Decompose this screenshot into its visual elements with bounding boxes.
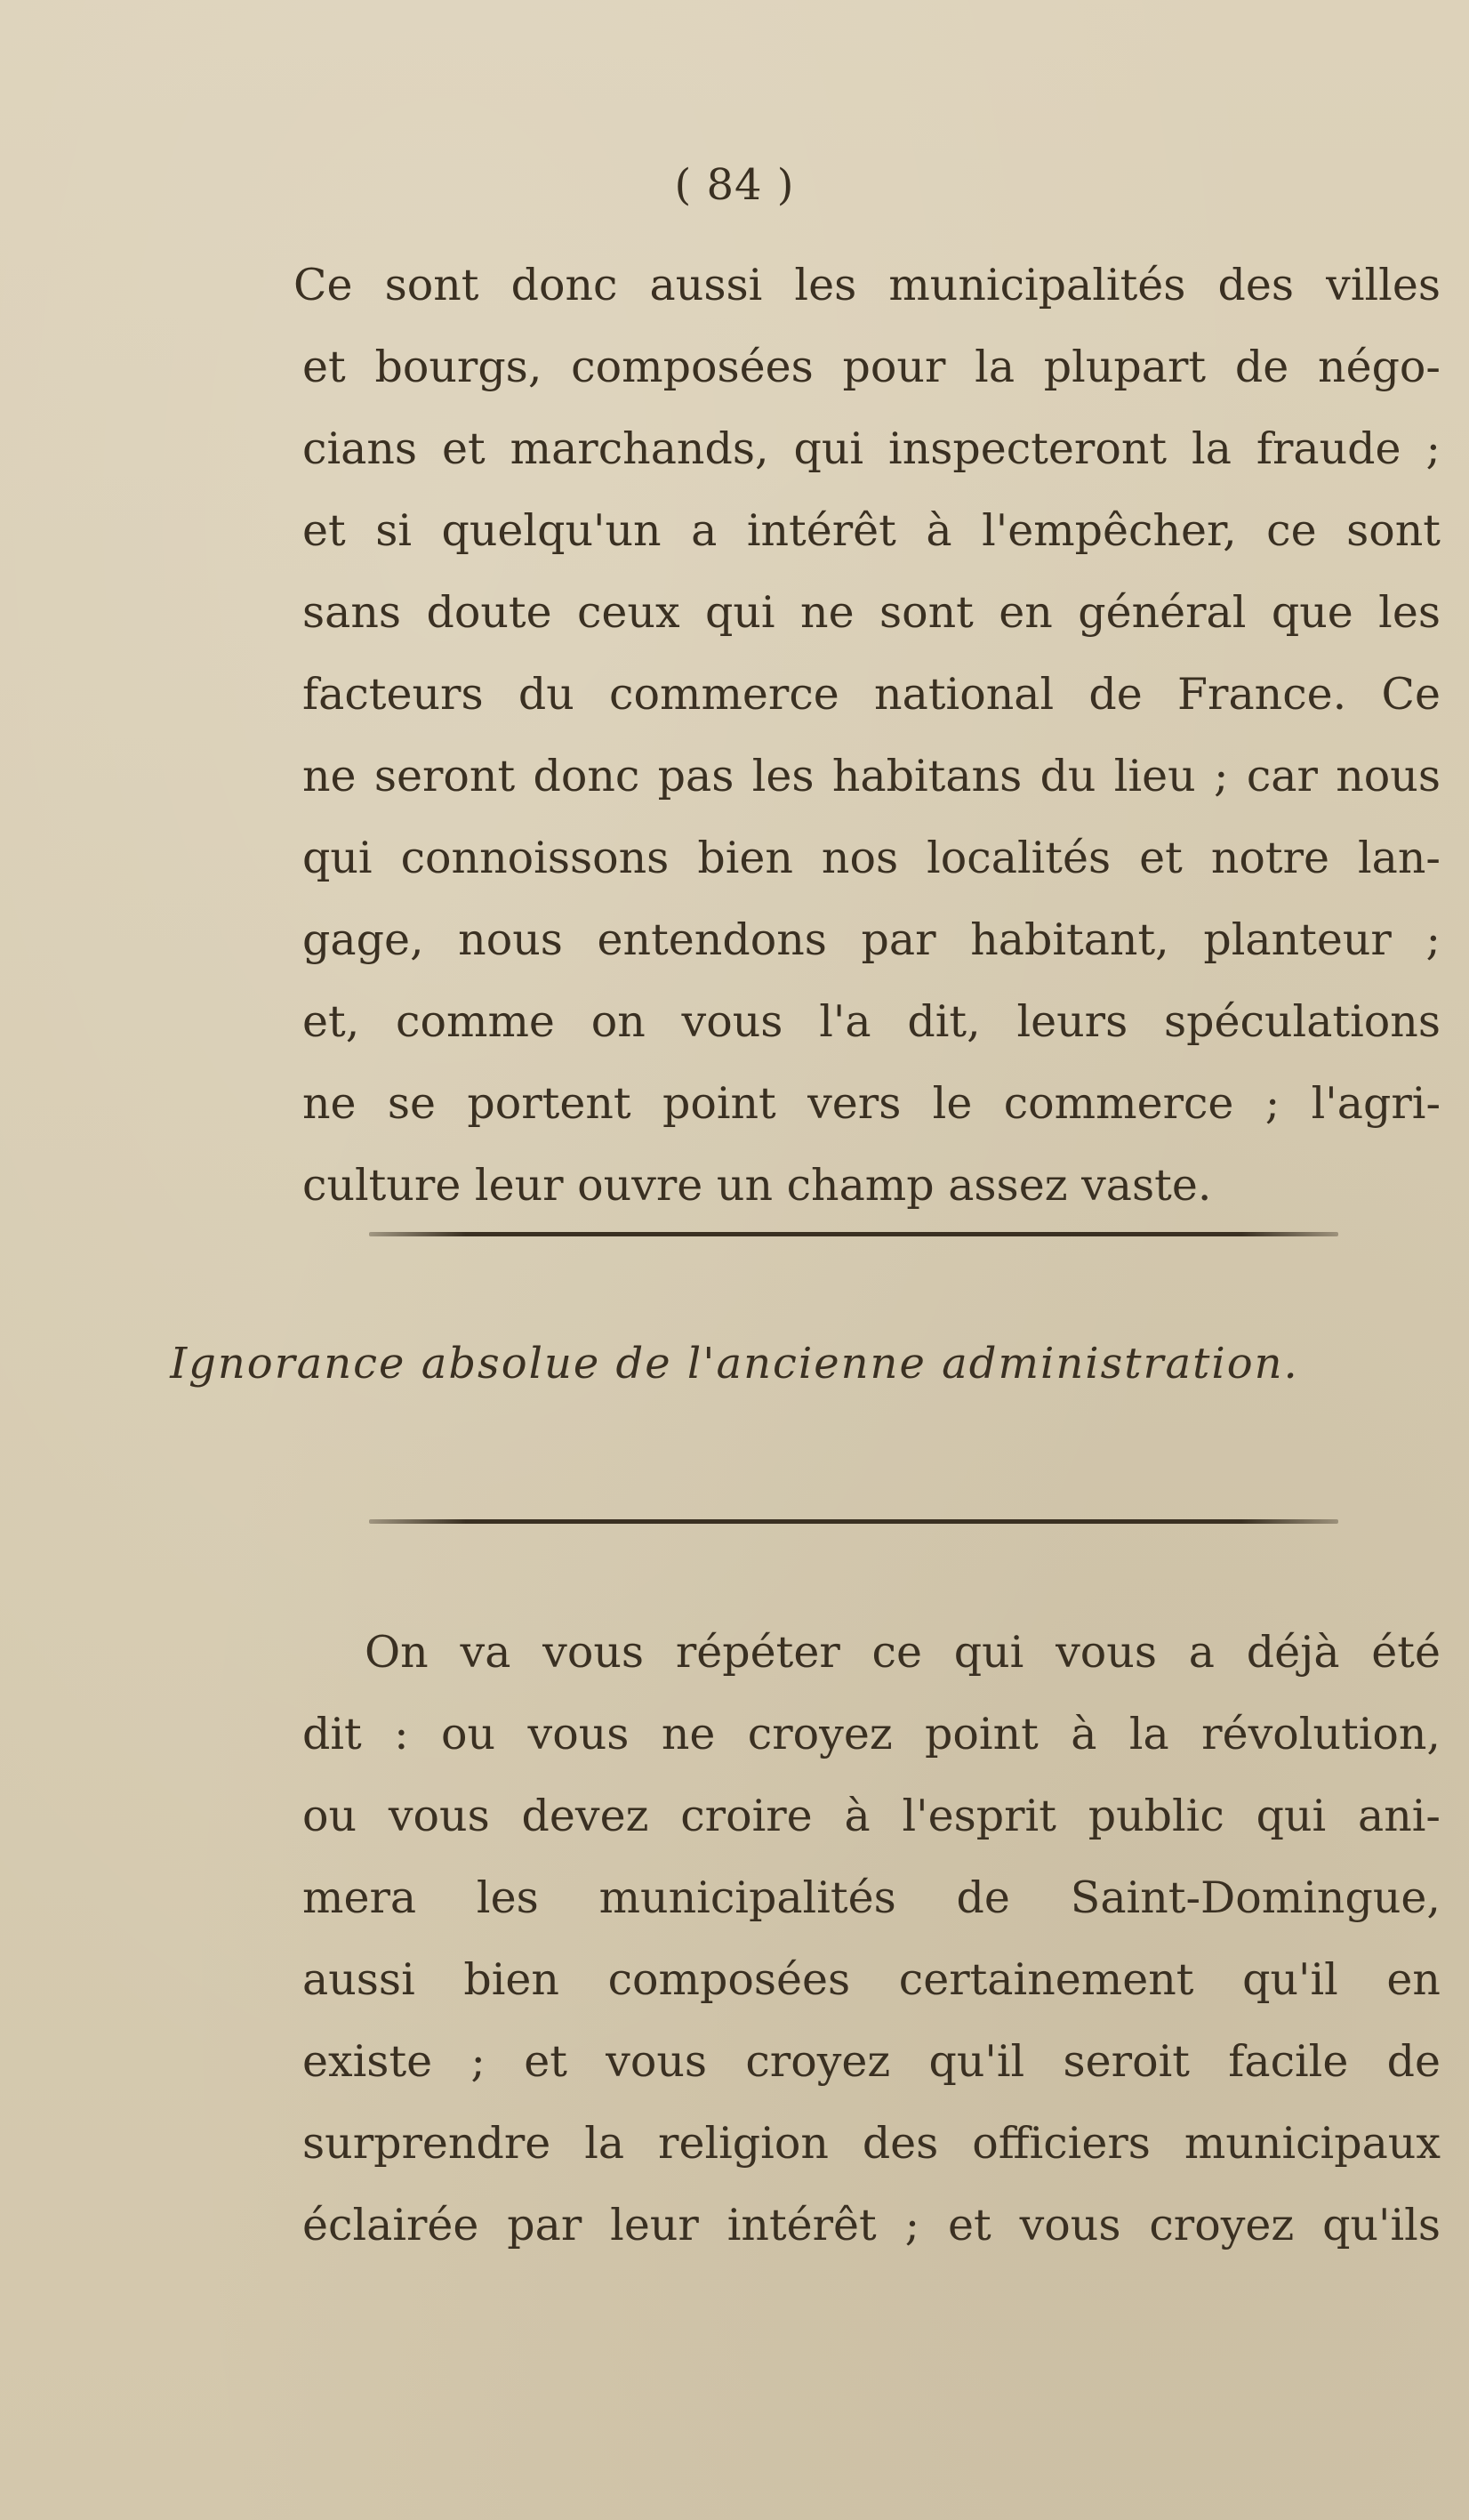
paragraph-line: dit : ou vous ne croyez point à la révolution,: [302, 1709, 1441, 1759]
paragraph-line: gage, nous entendons par habitant, planteur ;: [302, 914, 1441, 965]
paragraph-line: ne se portent point vers le commerce ; l'agri-: [302, 1078, 1441, 1129]
page-number: ( 84 ): [674, 160, 795, 210]
paragraph-2: [302, 1612, 1441, 2266]
paragraph-line: surprendre la religion des officiers municipaux: [302, 2118, 1441, 2169]
paragraph-line: Ce sont donc aussi les municipalités des villes: [293, 260, 1441, 310]
paragraph-line: qui connoissons bien nos localités et notre lan-: [302, 833, 1441, 883]
section-heading: Ignorance absolue de l'ancienne administration.: [170, 1339, 1299, 1389]
paragraph-line: ne seront donc pas les habitans du lieu ; car nous: [302, 751, 1441, 801]
paragraph-line: On va vous répéter ce qui vous a déjà été: [365, 1627, 1441, 1678]
paragraph-line: facteurs du commerce national de France. Ce: [302, 669, 1441, 720]
paragraph-line: ou vous devez croire à l'esprit public qui ani-: [302, 1791, 1441, 1841]
paragraph-line: éclairée par leur intérêt ; et vous croyez qu'ils: [302, 2200, 1441, 2250]
paragraph-line: et si quelqu'un a intérêt à l'empêcher, ce sont: [302, 505, 1441, 556]
paragraph-line: cians et marchands, qui inspecteront la fraude ;: [302, 423, 1441, 474]
paragraph-line: mera les municipalités de Saint-Domingue,: [302, 1872, 1441, 1923]
paragraph-line: sans doute ceux qui ne sont en général que les: [302, 587, 1441, 638]
paragraph-line: et, comme on vous l'a dit, leurs spéculations: [302, 996, 1441, 1047]
paragraph-line: et bourgs, composées pour la plupart de négo-: [302, 342, 1441, 392]
divider-rule-top: [369, 1232, 1338, 1236]
paragraph-line: culture leur ouvre un champ assez vaste.: [302, 1160, 1212, 1211]
paragraph-line: aussi bien composées certainement qu'il en: [302, 1954, 1441, 2005]
paragraph-line: existe ; et vous croyez qu'il seroit facile de: [302, 2036, 1441, 2087]
divider-rule-bottom: [369, 1519, 1338, 1524]
paragraph-1: [293, 245, 1441, 1227]
